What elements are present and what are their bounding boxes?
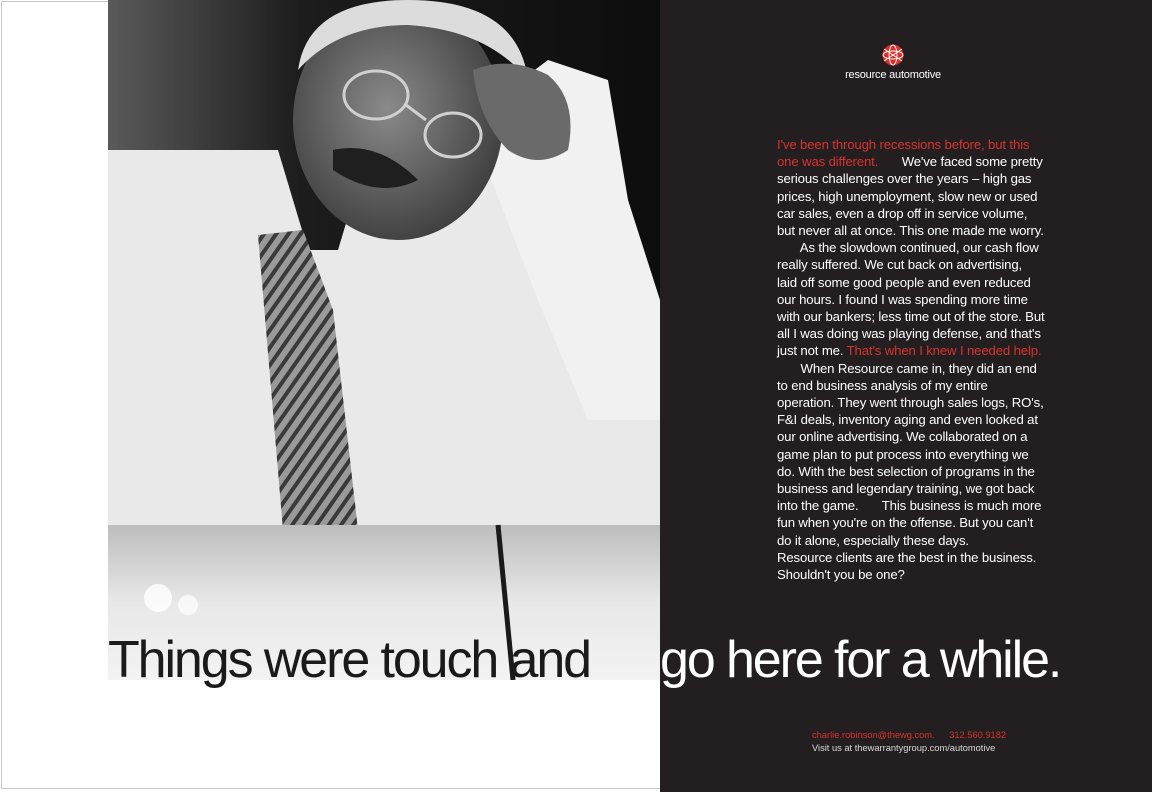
man-portrait-photo (108, 0, 660, 680)
brand-name: resource automotive (845, 69, 941, 81)
body-paragraph-3: When Resource came in, they did an end to end business analysis of my entire operation. They went through sales logs, RO's, F&I deals, inventory aging and even looked at our online advertising. We collaborated on a game plan to put process into everything we do. With the best selection of programs in the business and legendary training, we got back into the game. (777, 360, 1044, 514)
red-globe-icon (882, 44, 904, 66)
body-paragraph-2: As the slowdown continued, our cash flow really suffered. We cut back on advertising, laid off some good people and even reduced our hours. I found I was spending more time with our bankers; less time out of the store. But all I was doing was playing defense, and that's just not me. (777, 240, 1045, 359)
contact-email[interactable]: charlie.robinson@thewg.com. (812, 730, 935, 740)
contact-phone: 312.560.9182 (949, 730, 1007, 740)
contact-website[interactable]: Visit us at thewarrantygroup.com/automotive (812, 743, 996, 753)
body-mid-highlight: That's when I knew I needed help. (846, 343, 1042, 359)
body-paragraph-5: Resource clients are the best in the business. Shouldn't you be one? (777, 549, 1037, 583)
body-paragraph-1: We've faced some pretty serious challenges over the years – high gas prices, high unemployment, slow new or used car sales, even a drop off in service volume, but never all at once. This one made me worry. (777, 154, 1044, 239)
contact-block (812, 729, 1052, 755)
testimonial-body (777, 136, 1045, 583)
headline (108, 630, 1148, 690)
headline-right-text: go here for a while. (660, 631, 1061, 689)
body-lead-highlight: I've been through recessions before, but this one was different. (777, 137, 1030, 170)
brand-logo (823, 44, 963, 88)
body-paragraph-4: This business is much more fun when you're on the offense. But you can't do it alone, especially these days. (777, 498, 1042, 548)
headline-left-text: Things were touch and (108, 631, 590, 689)
